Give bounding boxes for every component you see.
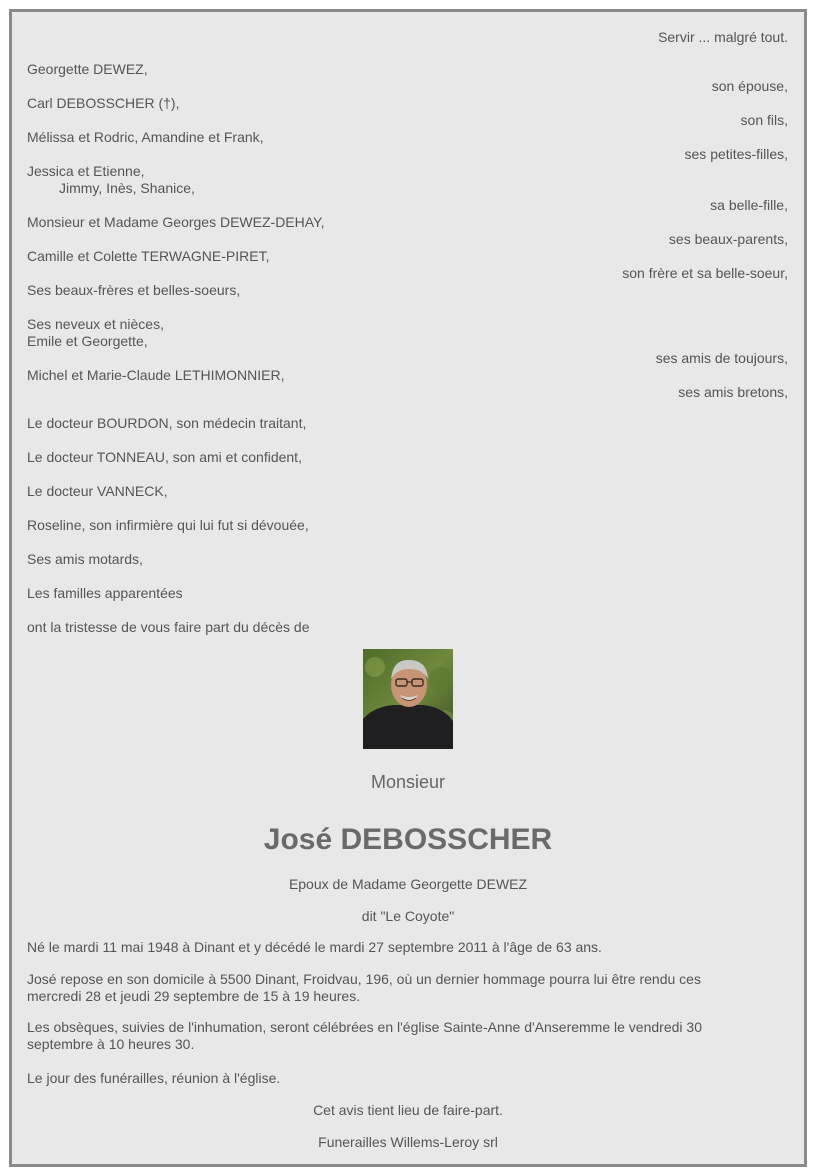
footer-note: Cet avis tient lieu de faire-part. [313,1102,503,1118]
family-name: Michel et Marie-Claude LETHIMONNIER, [27,367,285,383]
funeral-paragraph: Les obsèques, suivies de l'inhumation, seront célébrées en l'église Sainte-Anne d'Anseremme le vendredi 30 septembre à 10 heures 30. [27,1019,702,1052]
deceased-photo [363,649,453,749]
family-name: Le docteur TONNEAU, son ami et confident, [27,449,302,465]
spouse-line: Epoux de Madame Georgette DEWEZ [288,876,528,892]
obituary-card [9,9,807,1167]
family-name: Ses neveux et nièces, [27,316,164,332]
family-relation: ses beaux-parents, [668,231,788,247]
motto: Servir ... malgré tout. [658,29,788,45]
gathering-paragraph: Le jour des funérailles, réunion à l'église. [27,1070,281,1086]
deceased-name: José DEBOSSCHER [263,823,553,856]
birth-death-paragraph: Né le mardi 11 mai 1948 à Dinant et y décédé le mardi 27 septembre 2011 à l'âge de 63 ans. [27,939,602,955]
family-name: Camille et Colette TERWAGNE-PIRET, [27,248,270,264]
family-relation: sa belle-fille, [710,197,788,213]
family-name: Emile et Georgette, [27,333,148,349]
family-name: Carl DEBOSSCHER (†), [27,95,180,111]
family-name: Roseline, son infirmière qui lui fut si dévouée, [27,517,309,533]
family-relation: ses amis de toujours, [655,350,788,366]
family-name: Monsieur et Madame Georges DEWEZ-DEHAY, [27,214,325,230]
family-relation: ses amis bretons, [678,384,788,400]
family-name-children: Jimmy, Inès, Shanice, [59,180,195,196]
family-name: Le docteur BOURDON, son médecin traitant, [27,415,307,431]
family-relation: son fils, [740,112,788,128]
family-relation: son frère et sa belle-soeur, [622,265,788,281]
family-relation: son épouse, [711,78,788,94]
family-name: Ses beaux-frères et belles-soeurs, [27,282,241,298]
family-name: Les familles apparentées [27,585,183,601]
family-relation: ses petites-filles, [684,146,788,162]
family-name: Mélissa et Rodric, Amandine et Frank, [27,129,264,145]
family-name: Jessica et Etienne, [27,163,145,179]
nickname: dit "Le Coyote" [361,908,455,924]
announcement: ont la tristesse de vous faire part du décès de [27,619,310,635]
family-name: Ses amis motards, [27,551,143,567]
family-name: Le docteur VANNECK, [27,483,168,499]
honorific: Monsieur [370,772,446,792]
visitation-paragraph: José repose en son domicile à 5500 Dinant, Froidvau, 196, où un dernier hommage pourra lui être rendu ces mercredi 28 et jeudi 29 septembre de 15 à 19 heures. [27,971,701,1004]
funeral-home: Funerailles Willems-Leroy srl [318,1134,498,1150]
family-name: Georgette DEWEZ, [27,61,148,77]
